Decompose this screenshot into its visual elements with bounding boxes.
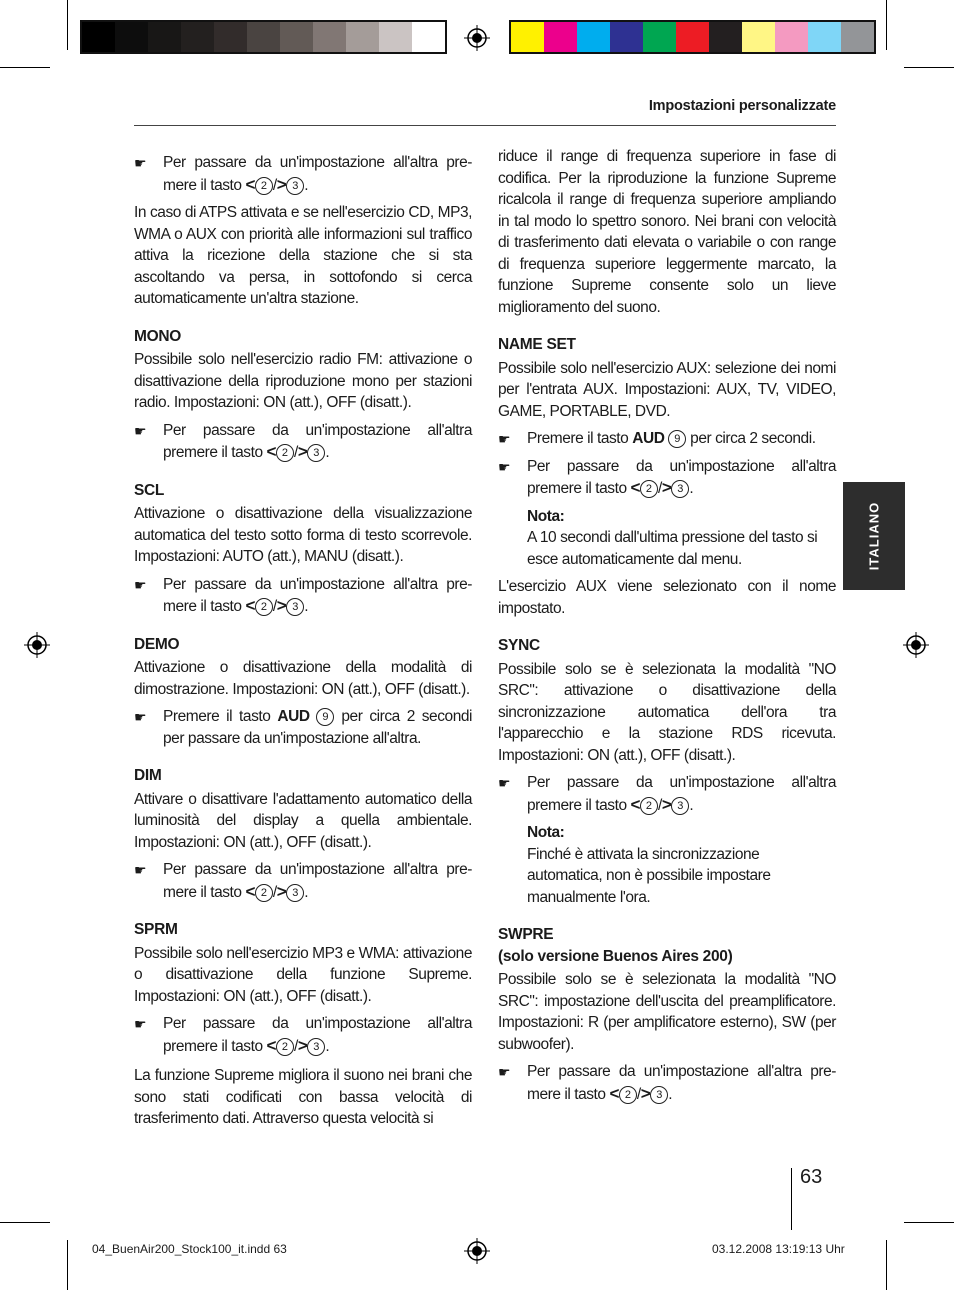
pointing-hand-icon: ☛ [498, 431, 511, 447]
note-text: A 10 secondi dall'ultima pressione del tasto si esce automaticamente dal menu. [527, 529, 818, 568]
step-text: premere il tasto [527, 480, 627, 497]
crop-mark [0, 1222, 50, 1223]
aud-key-label: AUD [632, 430, 665, 447]
color-swatch [841, 22, 874, 52]
right-arrow-icon: > [297, 442, 308, 461]
instruction-step [498, 1061, 836, 1105]
instruction-step [498, 428, 836, 450]
slash: / [272, 176, 277, 194]
instruction-step [134, 859, 472, 903]
paragraph: Attivazione o disattivazione della visualizzazione automatica del testo sotto forma di testo scorrevole. Impostazioni: AUTO (att.), MANU (disatt.). [134, 505, 472, 565]
color-swatch [115, 22, 148, 52]
section-heading: DEMO [134, 635, 180, 653]
crop-mark [0, 67, 50, 68]
right-arrow-icon: > [276, 881, 287, 901]
paragraph: La funzione Supreme migliora il suono nei brani che sono stati codificati con bassa velocità di trasferimento dati. Attraverso questa velocità si [134, 1067, 472, 1127]
instruction-step [134, 1013, 472, 1057]
crop-mark [886, 0, 887, 50]
paragraph: Attivare o disattivare l'adattamento automatico della luminosità del display a quella ambientale. Impostazioni: ON (att.), OFF (disatt.). [134, 790, 472, 851]
step-text: mere il tasto [163, 883, 242, 901]
right-arrow-icon: > [640, 1083, 651, 1103]
pointing-hand-icon: ☛ [134, 1016, 147, 1032]
page-number-rule [791, 1168, 792, 1230]
paragraph: L'esercizio AUX viene selezionato con il nome impostato. [498, 578, 836, 617]
dot: . [325, 1037, 330, 1055]
note-text: Finché è attivata la sincronizzazione automatica, non è possibile impostare manualmente l'ora. [527, 845, 771, 906]
section-heading: SWPRE [498, 926, 554, 943]
color-swatch [808, 22, 841, 52]
section-heading: NAME SET [498, 336, 576, 353]
step-text: per circa 2 secondi per passare da un'impostazione all'altra. [163, 708, 473, 747]
section-heading: SPRM [134, 921, 178, 938]
page-number: 63 [800, 1166, 823, 1188]
right-arrow-icon: > [661, 794, 672, 814]
color-swatch [346, 22, 379, 52]
left-arrow-icon: < [245, 174, 255, 194]
registration-mark-icon [464, 1238, 490, 1264]
step-text: Per passare da un'impostazione all'altra pre- [163, 154, 472, 171]
key-3: 3 [671, 797, 689, 815]
aud-key-label: AUD [277, 708, 310, 725]
paragraph: riduce il range di frequenza superiore in fase di codifica. Per la riproduzione la funzione Supreme ricalcola il range di frequenza superiore ampliando in tal modo lo spettro sonoro. Nei brani con velocità di trasferimento dati elevata o variabile o con range di frequenza superiore leggermente marcato, la funzione Supreme consente solo un lieve miglioramento del suono. [498, 148, 836, 316]
step-text: Premere il tasto [163, 708, 271, 725]
slash: / [657, 796, 662, 814]
color-swatch [280, 22, 313, 52]
step-text: mere il tasto [163, 598, 242, 615]
header-rule [134, 125, 836, 126]
dot: . [304, 598, 309, 615]
pointing-hand-icon: ☛ [498, 1064, 511, 1080]
left-arrow-icon: < [245, 596, 255, 615]
key-2: 2 [640, 480, 658, 498]
right-column [498, 146, 836, 1111]
language-tab [843, 482, 905, 590]
color-swatch [577, 22, 610, 52]
key-9: 9 [316, 708, 334, 726]
dot: . [304, 176, 309, 194]
registration-mark-icon [24, 632, 50, 658]
paragraph: Possibile solo nell'esercizio MP3 e WMA: attivazione o disattivazione della funzione Supreme. Impostazioni: ON (att.), OFF (disatt.). [134, 944, 472, 1005]
right-arrow-icon: > [276, 174, 287, 194]
section-heading: DIM [134, 767, 162, 784]
step-text: premere il tasto [163, 444, 263, 461]
dot: . [325, 444, 330, 461]
step-text: Per passare da un'impostazione all'altra pre- [163, 861, 472, 878]
key-3: 3 [671, 480, 689, 498]
pointing-hand-icon: ☛ [498, 775, 511, 791]
paragraph: Attivazione o disattivazione della modalità di dimostrazione. Impostazioni: ON (att.), OFF (disatt.). [134, 659, 472, 698]
step-text: mere il tasto [527, 1085, 606, 1103]
color-swatch [676, 22, 709, 52]
section-heading: SYNC [498, 637, 540, 654]
paragraph: Possibile solo se è selezionata la modalità "NO SRC": attivazione o disattivazione della sincronizzazione automatica dell'ora tra l'apparecchio e la stazione RDS ricevuta. Impostazioni: ON (att.), OFF (disatt.). [498, 660, 836, 764]
step-text: Per passare da un'impostazione all'altra [163, 1015, 472, 1032]
note-block [498, 506, 836, 571]
dot: . [689, 796, 694, 814]
crop-mark [886, 1240, 887, 1290]
step-text: premere il tasto [527, 796, 627, 814]
slash: / [293, 444, 298, 461]
instruction-step [134, 706, 472, 749]
color-swatch [643, 22, 676, 52]
key-2: 2 [276, 444, 294, 462]
slash: / [293, 1037, 298, 1055]
instruction-step [498, 456, 836, 500]
slash: / [272, 883, 277, 901]
step-text: Per passare da un'impostazione all'altra pre- [527, 1063, 836, 1080]
note-title: Nota: [527, 507, 565, 525]
slash: / [272, 598, 277, 615]
language-tab-label: ITALIANO [866, 501, 882, 571]
color-swatch [148, 22, 181, 52]
footer-file: 04_BuenAir200_Stock100_it.indd 63 [92, 1242, 287, 1256]
dot: . [668, 1085, 673, 1103]
right-arrow-icon: > [661, 478, 672, 497]
key-3: 3 [650, 1086, 668, 1104]
color-swatch [610, 22, 643, 52]
left-arrow-icon: < [266, 442, 276, 461]
key-2: 2 [255, 884, 273, 902]
color-swatch [181, 22, 214, 52]
instruction-step [134, 152, 472, 196]
slash: / [636, 1085, 641, 1103]
key-2: 2 [255, 598, 273, 616]
dot: . [689, 480, 694, 497]
crop-mark [67, 0, 68, 50]
key-2: 2 [619, 1086, 637, 1104]
left-arrow-icon: < [609, 1083, 619, 1103]
registration-mark-icon [903, 632, 929, 658]
pointing-hand-icon: ☛ [134, 709, 147, 725]
registration-mark-icon [464, 25, 490, 51]
paragraph: Possibile solo nell'esercizio radio FM: attivazione o disattivazione della riproduzione mono per stazioni radio. Impostazioni: ON (att.), OFF (disatt.). [134, 351, 472, 411]
key-2: 2 [255, 177, 273, 195]
color-swatch [82, 22, 115, 52]
paragraph: In caso di ATPS attivata e se nell'esercizio CD, MP3, WMA o AUX con priorità alle informazioni sul traffico attiva la ricezione della stazione che si sta ascoltando va persa, in sottofondo si cerca automaticamente un'altra stazione. [134, 204, 472, 307]
color-swatch [379, 22, 412, 52]
color-swatch [412, 22, 445, 52]
step-text: Per passare da un'impostazione all'altra [527, 774, 836, 791]
color-swatch [247, 22, 280, 52]
pointing-hand-icon: ☛ [498, 458, 511, 475]
key-3: 3 [307, 444, 325, 462]
color-swatch [742, 22, 775, 52]
key-3: 3 [286, 177, 304, 195]
dot: . [304, 883, 309, 901]
crop-mark [904, 67, 954, 68]
note-title: Nota: [527, 824, 565, 841]
right-arrow-icon: > [297, 1035, 308, 1055]
paragraph: Possibile solo nell'esercizio AUX: selezione dei nomi per l'entrata AUX. Impostazioni: AUX, TV, VIDEO, GAME, PORTABLE, DVD. [498, 359, 836, 420]
left-arrow-icon: < [245, 881, 255, 901]
instruction-step [134, 574, 472, 618]
section-heading: MONO [134, 327, 182, 345]
step-text: Per passare da un'impostazione all'altra pre- [163, 575, 472, 593]
color-swatch [544, 22, 577, 52]
key-2: 2 [640, 797, 658, 815]
step-text: Per passare da un'impostazione all'altra [163, 421, 472, 439]
color-swatch [214, 22, 247, 52]
pointing-hand-icon: ☛ [134, 422, 147, 439]
section-subheading: (solo versione Buenos Aires 200) [498, 947, 733, 965]
footer-date: 03.12.2008 13:19:13 Uhr [712, 1242, 845, 1256]
right-arrow-icon: > [276, 596, 287, 615]
color-swatch [775, 22, 808, 52]
left-arrow-icon: < [630, 478, 640, 497]
key-9: 9 [668, 430, 686, 448]
crop-mark [904, 1222, 954, 1223]
key-2: 2 [276, 1038, 294, 1056]
left-arrow-icon: < [266, 1035, 276, 1055]
instruction-step [134, 420, 472, 464]
key-3: 3 [286, 598, 304, 616]
pointing-hand-icon: ☛ [134, 576, 147, 593]
step-text: Per passare da un'impostazione all'altra [527, 457, 836, 475]
color-swatch [313, 22, 346, 52]
paragraph: Possibile solo se è selezionata la modalità "NO SRC": impostazione dell'uscita del preamplificatore. Impostazioni: R (per amplificatore esterno), SW (per subwoofer). [498, 971, 836, 1053]
left-column [134, 146, 472, 1140]
grayscale-color-bar [80, 20, 447, 54]
left-arrow-icon: < [630, 794, 640, 814]
section-heading: SCL [134, 481, 165, 499]
color-swatch [511, 22, 544, 52]
key-3: 3 [307, 1038, 325, 1056]
step-text: mere il tasto [163, 176, 242, 194]
step-text: Premere il tasto [527, 430, 629, 447]
pointing-hand-icon: ☛ [134, 155, 147, 171]
slash: / [657, 480, 662, 497]
process-color-bar [509, 20, 876, 54]
running-header: Impostazioni personalizzate [648, 98, 836, 114]
note-block [498, 822, 836, 908]
step-text: per circa 2 secondi. [690, 430, 816, 447]
crop-mark [67, 1240, 68, 1290]
key-3: 3 [286, 884, 304, 902]
pointing-hand-icon: ☛ [134, 862, 147, 878]
step-text: premere il tasto [163, 1037, 263, 1055]
instruction-step [498, 772, 836, 816]
color-swatch [709, 22, 742, 52]
